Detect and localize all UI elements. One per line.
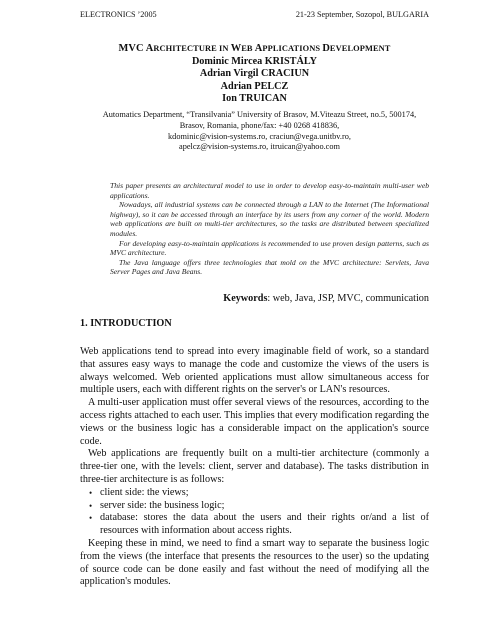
affiliation-line: Brasov, Romania, phone/fax: +40 0268 418836, [179, 120, 340, 130]
keywords-list: : web, Java, JSP, MVC, communication [267, 293, 429, 304]
body-paragraph: A multi-user application must offer several views of the resources, according to the access rights attached to each user. This implies that every modification regarding the views or the business logic has a considerable impact on the application's source code. [80, 397, 429, 447]
body-paragraph: Web applications tend to spread into every imaginable field of work, so a standard that assures easy ways to manage the code and customize the views of the users is always welcomed. Web oriented applications must allow simultaneous access for multiple users, each with different rights on the server's or LAN's resources. [80, 346, 429, 396]
paper-title: MVC ARCHITECTURE IN WEB APPLICATIONS DEVELOPMENT [118, 43, 391, 54]
abstract-paragraph: This paper presents an architectural model to use in order to develop easy-to-maintain multi-user web applications. [110, 181, 429, 200]
author-list [80, 56, 429, 106]
body-text [80, 346, 429, 589]
affiliation-line: apelcz@vision-systems.ro, itruican@yahoo.com [179, 142, 340, 152]
keywords [223, 293, 429, 304]
abstract-paragraph: The Java language offers three technologies that mold on the MVC architecture: Servlets, Java Server Pages and Java Beans. [110, 257, 429, 277]
list-item: • database: stores the data about the users and their rights or/and a list of resources with information about access rights. [100, 512, 429, 538]
affiliation-line: Automatics Department, “Transilvania” University of Brasov, M.Viteazu Street, no.5, 500174, [102, 110, 417, 119]
header-date-location: 21-23 September, Sozopol, BULGARIA [295, 10, 429, 19]
author-name: Adrian Virgil CRACIUN [199, 68, 310, 80]
author-name: Ion TRUICAN [222, 93, 287, 105]
abstract-paragraph: For developing easy-to-maintain applications is recommended to use proven design patterns, such as MVC architecture. [110, 238, 429, 258]
tier-list [80, 487, 429, 538]
abstract [110, 181, 429, 277]
list-item: • server side: the business logic; [100, 500, 429, 513]
author-name: Adrian PELCZ [220, 80, 289, 92]
keywords-label: Keywords [223, 293, 268, 304]
affiliation-line: kdominic@vision-systems.ro, craciun@vega.unitbv.ro, [168, 131, 351, 141]
section-heading: 1. INTRODUCTION [80, 318, 172, 329]
abstract-paragraph: Nowadays, all industrial systems can be connected through a LAN to the Internet (The Informational highway), so it can be accessed through an interface by its users from any corner of the world. Modern web applications are built on multi-tier architectures, so the tasks are distributed between specialized modules. [110, 200, 429, 238]
body-paragraph: Web applications are frequently built on a multi-tier architecture (commonly a three-tier one, with the levels: client, server and database). The tasks distribution in three-tier architecture is as follows: [80, 448, 429, 485]
list-item: • client side: the views; [100, 487, 429, 500]
running-header [80, 10, 429, 19]
body-paragraph: Keeping these in mind, we need to find a smart way to separate the business logic from the views (the interface that presents the resources to the user) so the updating of source code can be done easily and fast without the need of modifying all the application's modules. [80, 537, 429, 588]
affiliation [80, 110, 439, 153]
header-conference: ELECTRONICS ’2005 [80, 10, 157, 19]
author-name: Dominic Mircea KRISTÁLY [191, 56, 318, 67]
